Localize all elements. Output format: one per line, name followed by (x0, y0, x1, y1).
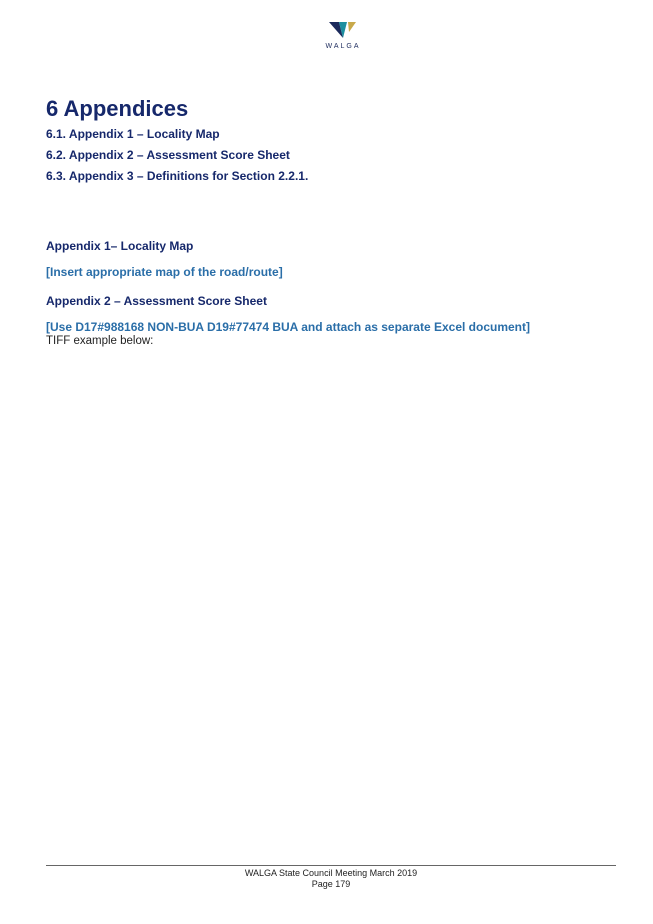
list-item: 6.1. Appendix 1 – Locality Map (46, 127, 220, 141)
page-footer (46, 868, 616, 890)
walga-logo (318, 20, 368, 58)
list-item: 6.3. Appendix 3 – Definitions for Section 2.2.1. (46, 169, 309, 183)
footer-page-number: Page 179 (311, 879, 351, 889)
footer-divider (46, 865, 616, 866)
appendix-2-heading: Appendix 2 – Assessment Score Sheet (46, 294, 267, 308)
footer-meeting: WALGA State Council Meeting March 2019 (244, 868, 418, 878)
appendix-1-heading: Appendix 1– Locality Map (46, 239, 194, 253)
appendix-list (46, 127, 308, 190)
page-title: 6 Appendices (46, 96, 189, 121)
appendix-2-instruction: [Use D17#988168 NON-BUA D19#77474 BUA and attach as separate Excel document] (46, 320, 530, 334)
appendix-1-instruction: [Insert appropriate map of the road/route] (46, 265, 283, 279)
list-item: 6.2. Appendix 2 – Assessment Score Sheet (46, 148, 290, 162)
logo-text: WALGA (325, 43, 361, 50)
walga-logo-icon (327, 20, 359, 40)
appendix-2-note: TIFF example below: (46, 335, 154, 347)
